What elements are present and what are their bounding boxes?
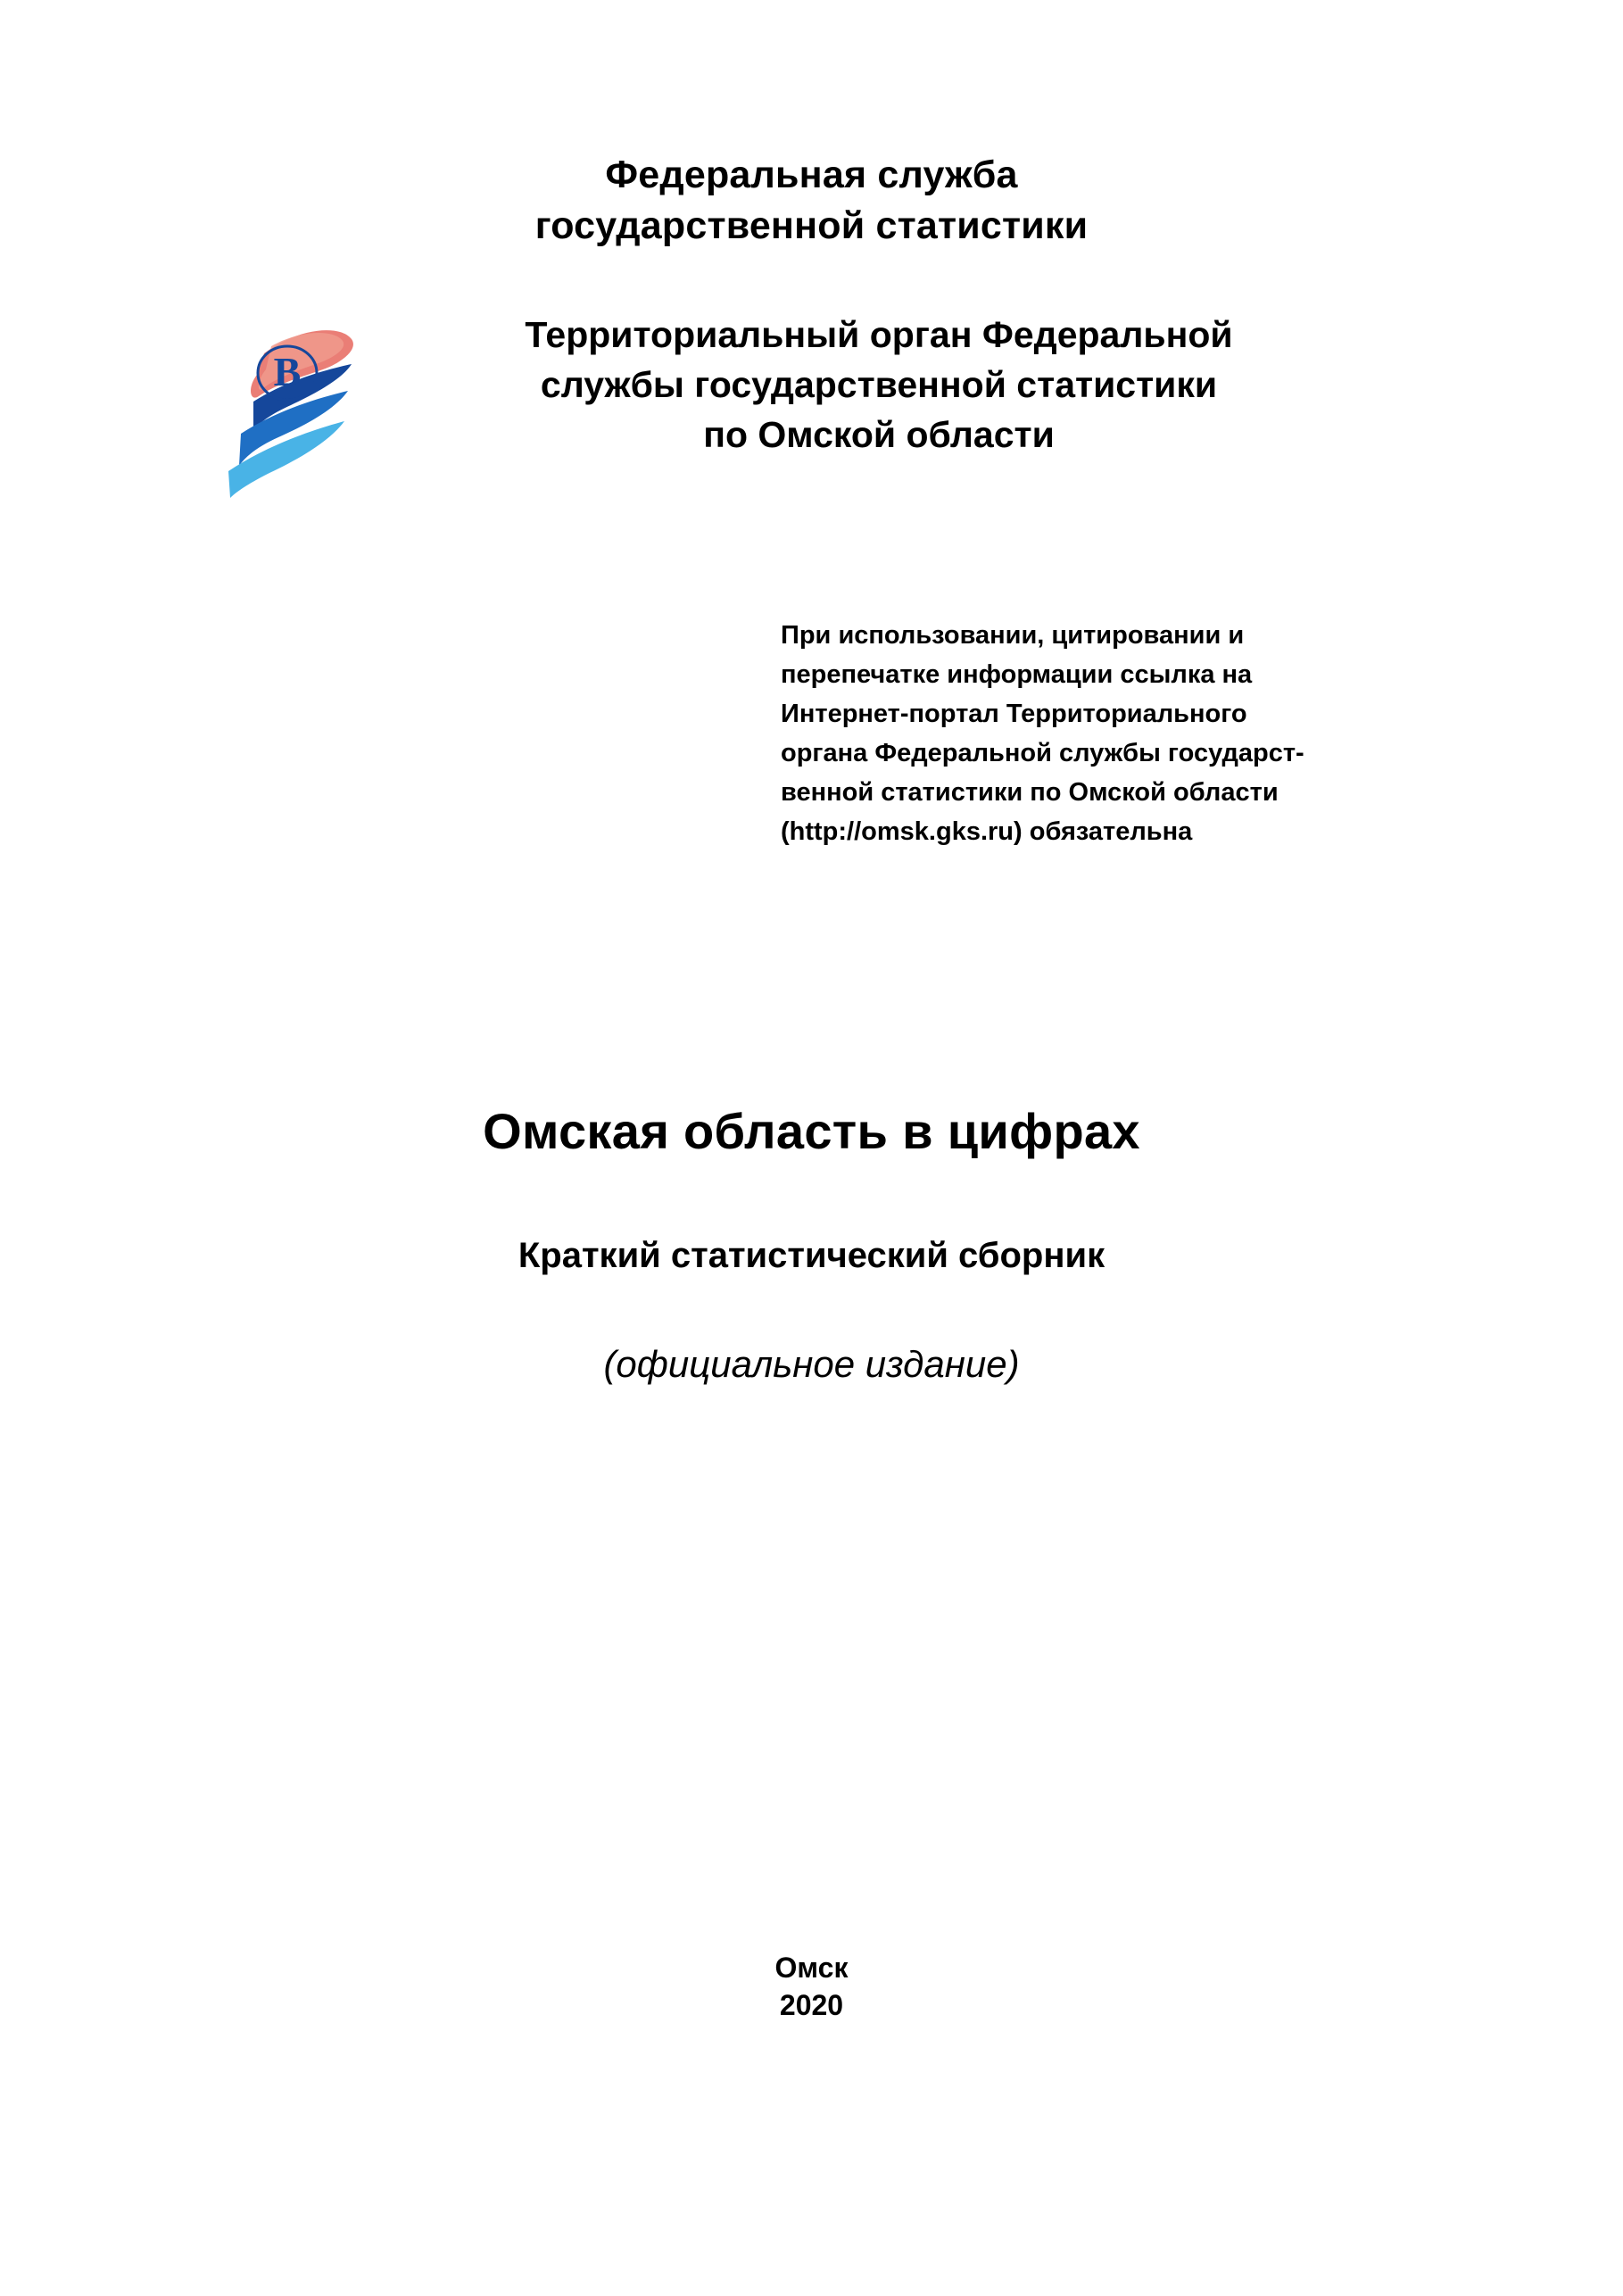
territorial-body-line-1: Территориальный орган Федеральной [525,314,1233,355]
page-subtitle: Краткий статистический сборник [518,1236,1105,1275]
citation-note [781,616,1512,851]
federal-service-line-1: Федеральная служба [605,153,1018,196]
territorial-body-line-3: по Омской области [703,413,1055,455]
imprint-city: Омск [774,1952,849,1984]
page-title: Омская область в цифрах [483,1103,1140,1159]
svg-text:В: В [273,349,302,394]
citation-line-1: При использовании, цитировании и [781,621,1245,650]
federal-service-heading [0,150,1623,252]
territorial-body-heading [352,311,1405,460]
citation-line-2: перепечатке информации ссылка на [781,660,1253,690]
citation-line-3: Интернет-портал Территориального [781,700,1247,729]
territorial-body-line-2: службы государственной статистики [540,363,1218,405]
organization-block [0,311,1623,502]
imprint [0,1950,1623,2024]
citation-line-4: органа Федеральной службы государст- [781,739,1304,768]
imprint-year: 2020 [779,1988,844,2021]
citation-line-5: венной статистики по Омской области [781,778,1279,808]
citation-line-6: (http://omsk.gks.ru) обязательна [781,817,1193,847]
federal-service-line-2: государственной статистики [534,203,1089,247]
edition-note: (официальное издание) [603,1343,1020,1385]
